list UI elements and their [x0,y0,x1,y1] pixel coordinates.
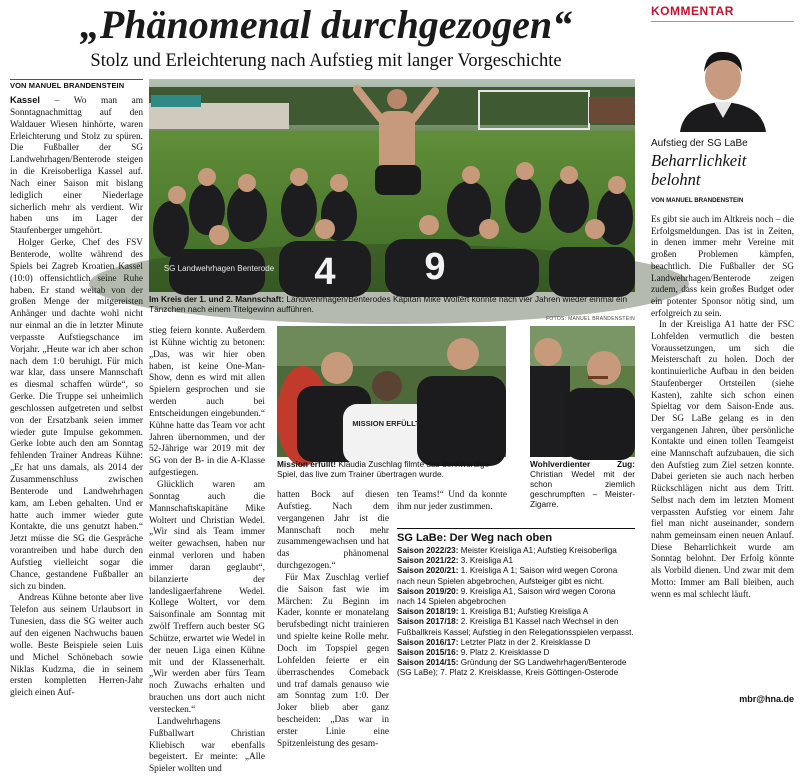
kommentar-signature: mbr@hna.de [739,694,794,704]
shirt-text: MISSION ERFÜLLT [352,419,420,428]
history-list [397,546,635,679]
paragraph: Holger Gerke, Chef des FSV Benterode, wollte während des Spiels bei Zagreb Kroatien Kassel (10:0) offensichtlich seine Ruhe haben. Er stand weitab von der großen Menge der mitgereisten Anhänger und dachte wohl nicht nur einmal an die in letzter Minute verpasste Aufstiegschance im Vorjahr. „Heute war ich aber schon nach dem 1:0 beruhigt. Für mich war klar, dass unsere Mannschaft es diesmal schaffen würde“, so Gerke. Die Truppe sei unheimlich geschlossen aufgetreten und selbst von der Ersatzbank seien immer wieder gute Impulse gekommen. Gerke lobte auch den am Sonntag fehlenden Trainer Andreas Kühne: „Er hat uns damals, als 2014 der Zusammenschluss zwischen Benterode und Landwehrhagen kam, am Leben gehalten. Und er hatte auch immer wieder gute Kontakte, die uns genutzt haben.“ Jetzt müsse die SG die Gespräche vorantreiben und habe durch den Aufstieg vielleicht sogar die Chance, gestandene Fußballer an sich zu binden. [10,238,143,592]
main-photo-caption: Im Kreis der 1. und 2. Mannschaft: Landwehrhagen/Benterodes Kapitän Mike Woltert konnte nach vier Jahren wieder einmal ein Tänzchen nach einem Titelgewinn aufführen. [149,294,628,314]
kommentar-title: Beharrlichkeit belohnt [651,151,747,189]
paragraph: Für Max Zuschlag verlief die Saison fast wie im Märchen: Zu Beginn im Kader, konnte er monatelang berufsbedingt nicht trainieren und spielte keine Rolle mehr. Doch im Topspiel gegen Lohfelden feierte er ein überraschendes Comeback und traf damals genauso wie am Sonntag zum 1:0. Der Joker blieb aber ganz bescheiden: „Das war in erster Linie eine Spitzenleistung des gesam- [277,572,389,749]
jersey-text: SG Landwehrhagen Benterode [163,264,275,273]
history-item: Saison 2020/21: 1. Kreisliga A 1; Saison wird wegen Corona nach neun Spielen abgebrochen, Aufsteiger gibt es nicht. [397,566,618,586]
article-column-2 [149,326,265,775]
kommentar-byline: VON MANUEL BRANDENSTEIN [651,197,744,204]
headline: „Phänomenal durchgezogen“ [79,2,573,47]
history-item: Saison 2021/22: 3. Kreisliga A1 [397,556,514,566]
history-item: Saison 2014/15: Gründung der SG Landwehrhagen/Benterode (SG LaBe); 7. Platz 2. Kreisklasse, Kreis Göttingen-Osterode [397,658,627,678]
history-item: Saison 2019/20: 9. Kreisliga A1, Saison wird wegen Corona nach 14 Spielen abgebrochen [397,586,616,607]
photo-credit: FOTOS: MANUEL BRANDENSTEIN [546,316,635,322]
paragraph: Glücklich waren am Sonntag auch die Mannschaftskapitäne Mike Woltert und Christian Wedel. „Wir sind als Team immer weiter gewachsen, haben nur einmal verloren und haben immer daran geglaubt“, bilanzierte der landesligaerfahrene Wedel. Kollege Woltert, vor dem Saisonfinale am Sonntag mit zwölf Treffern auch bester SG Schütze, erwartet wie Wedel in der neuen Liga einen Kühne mit und der Klassenerhalt. „Wir werden aber fürs Team noch Zuwachs erhalten und brauchen uns dort auch nicht verstecken.“ [149,479,265,715]
jersey-number: 9 [424,246,446,288]
history-item: Saison 2018/19: 1. Kreisliga B1; Aufstieg Kreisliga A [397,607,589,617]
subheadline: Stolz und Erleichterung nach Aufstieg mit langer Vorgeschichte [90,51,562,71]
history-item: Saison 2017/18: 2. Kreisliga B1 Kassel nach Wechsel in den Fußballkreis Kassel; Aufstieg in den Relegationsspielen verpasst. [397,617,634,637]
jersey-number: 4 [314,251,336,293]
mission-image [277,326,506,457]
history-item: Saison 2022/23: Meister Kreisliga A1; Aufstieg Kreisoberliga [397,546,617,555]
author-photo [670,44,776,132]
history-title: SG LaBe: Der Weg nach oben [397,532,553,544]
article-column-1 [10,95,143,707]
cigar-image [530,326,635,457]
team-celebration-image [149,79,635,292]
dateline: Kassel [10,95,40,105]
author-portrait-image [670,44,776,132]
paragraph: – Wo man am Sonntagnachmittag auf den Waldauer Wiesen hinhörte, waren Erleichterung und Stolz zu spüren. Die Fußballer der SG Landwehrhagen/Benterode steigen in die Kreisoberliga Kassel auf. Nach einer Saison mit bislang lediglich einer Niederlage sicherlich mehr als verdient. Wir haben uns im Lager der Staufenberger umgehört. [10,96,143,237]
paragraph: Andreas Kühne betonte aber live Telefon aus seinem Urlaubsort in Tunesien, dass die SG weiter auch auf den eigenen Nachwuchs bauen wolle. Beste Beispiele seien Luis und Michel Schönebach sowie Niklas Kudzma, die in seinem ersten kompletten Herren-Jahr gleich einen Auf- [10,593,143,699]
article-column-4 [397,490,507,516]
main-photo [149,79,635,292]
kommentar-label: KOMMENTAR [651,4,794,22]
paragraph: Landwehrhagens Fußballwart Christian Kliebisch war ebenfalls begeistert. Er meinte: „Alle Spieler wollten und [149,716,265,775]
mission-photo [277,326,506,457]
mission-photo-caption: Mission erfüllt! Klaudia Zuschlag filmte das denkwürdige Spiel, das live zum Trainer übertragen wurde. [277,459,490,479]
paragraph: stieg feiern konnte. Außerdem ist Kühne wichtig zu betonen: „Das, was wir hier oben haben, ist keine One-Man-Show, denn es wird mit allen Spielern gesprochen und sie werden auch bei Entscheidungen eingebunden.“ Kühne hatte das Team vor acht Jahren übernommen, und der 52-Jährige war 2019 mit der SG von der B- in die A-Klasse aufgestiegen. [149,326,265,479]
article-column-3 [277,490,389,749]
history-item: Saison 2016/17: Letzter Platz in der 2. Kreisklasse D [397,637,591,647]
byline: VON MANUEL BRANDENSTEIN [10,79,143,90]
history-item: Saison 2015/16: 9. Platz 2. Kreisklasse D [397,648,550,658]
kommentar-body [651,214,794,692]
kommentar-kicker: Aufstieg der SG LaBe [651,138,748,149]
cigar-photo-caption: Wohlverdienter Zug: Christian Wedel mit der schon ziemlich geschrumpften – Meister-Zigarre. [530,459,635,509]
cigar-photo [530,326,635,457]
history-box [397,528,635,679]
paragraph: Es gibt sie auch im Altkreis noch – die Erfolgsmeldungen. Das ist in Zeiten, in denen immer mehr Vereine mit großen Problemen kämpfen, beachtlich. Die Fußballer der SG Landwehrhagen/Benterode zeigen zudem, dass kein großes Budget oder ein potenter Sponsor nötig sind, um erfolgreich zu sein. [651,214,794,318]
paragraph: hatten Bock auf diesen Aufstieg. Nach dem vergangenen Jahr ist die Mannschaft noch mehr zusammengewachsen und hat das phänomenal durchgezogen.“ [277,490,389,572]
paragraph: ten Teams!“ Und da konnte ihm nur jeder zustimmen. [397,490,507,512]
paragraph: In der Kreisliga A1 hatte der FSC Lohfelden vermutlich die besten Voraussetzungen, um sich die Meisterschaft zu holen. Doch der kontinuierliche Aufbau in den beiden Staufenberger Ortsteilen (siehe Kasten), zahlte sich schon einen Spieltag vor dem Saison-Ende aus. Der SG LaBe gelang es in den vergangenen Jahren, über persönliche Kontakte und einen tollen Teamgeist eine Mannschaft aufzubauen, die sich den Aufstieg zum Ziel setzen konnte. Dabei gerieten sie auch nach herben Rückschlägen nicht aus dem Tritt. Selbst nach dem im letzten Moment verpassten Aufstieg vor einem Jahr fiel man nicht auseinander, sondern nahm gemeinsam einen neuen Anlauf. Diese Beharrlichkeit wurde am Sonntag belohnt. Der Erfolg könnte als Vorbild dienen. Und zwar mit dem Motto: Immer am Ball bleiben, auch wenn es mal schlecht läuft. [651,319,794,599]
